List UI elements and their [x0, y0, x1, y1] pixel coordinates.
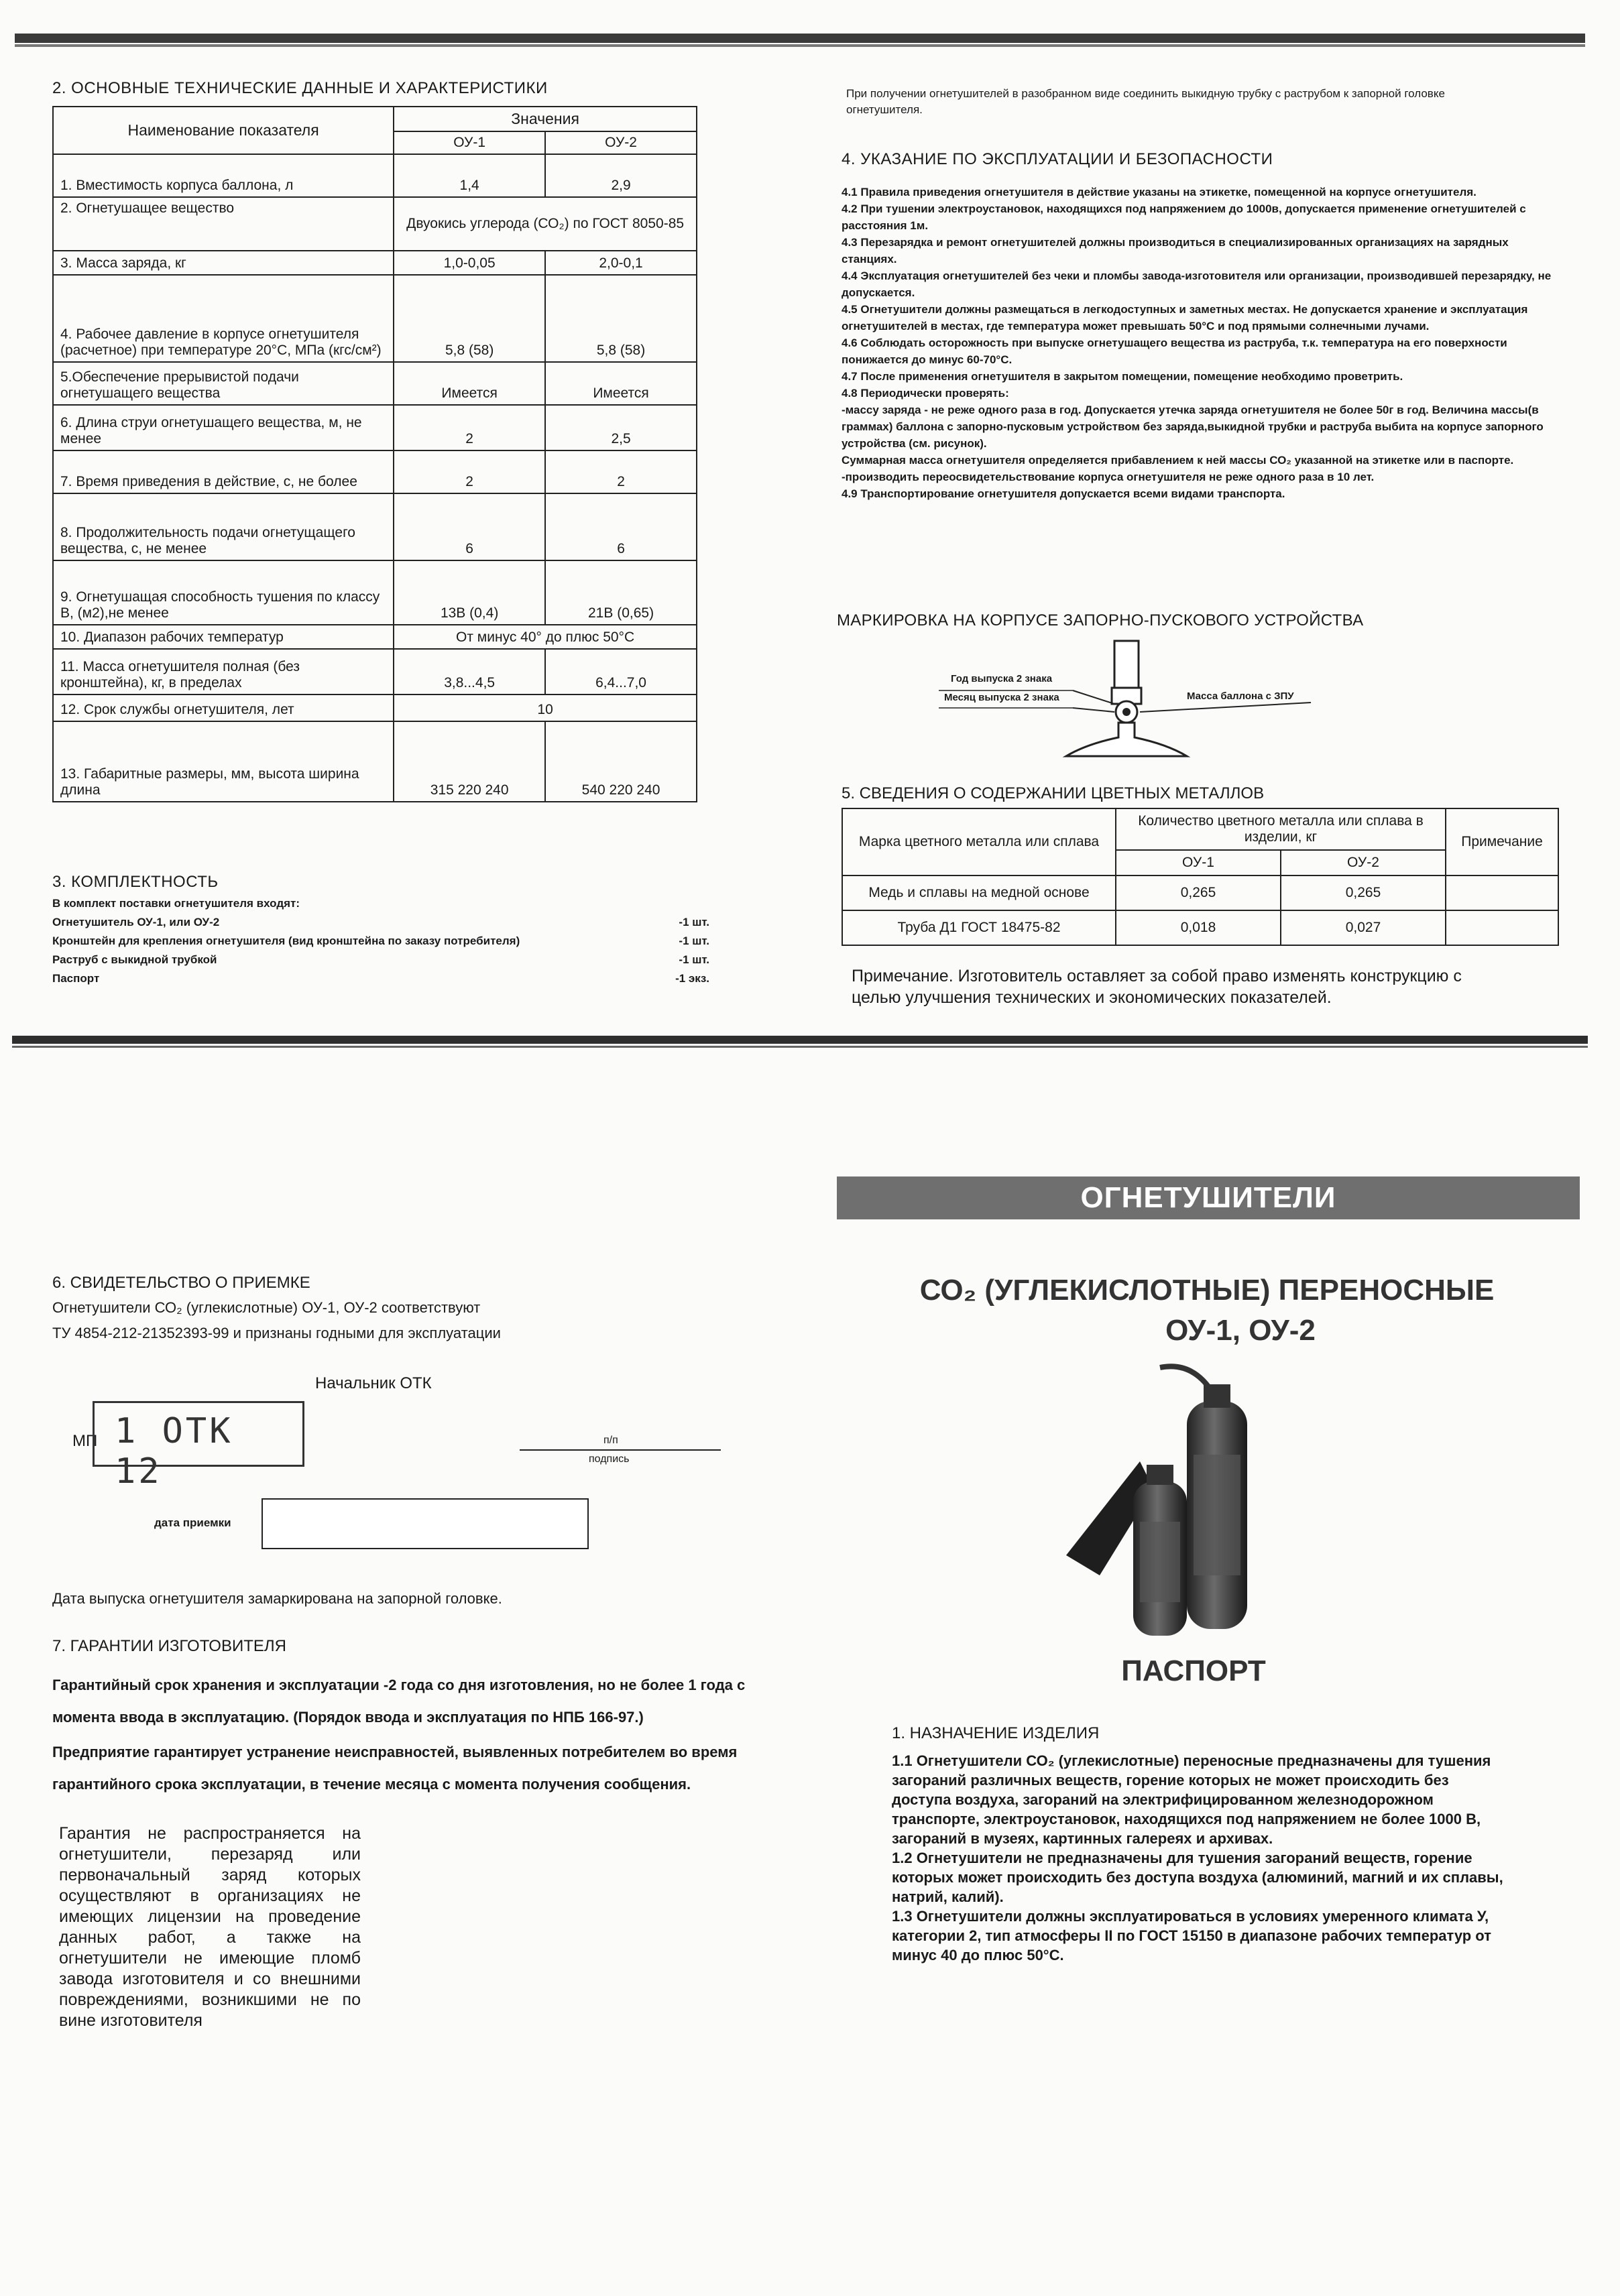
spec-row-name: 3. Масса заряда, кг — [53, 251, 394, 275]
spec-row-ou1: 5,8 (58) — [394, 275, 545, 362]
table-row — [53, 721, 697, 802]
spec-col-name: Наименование показателя — [53, 107, 394, 154]
kit-item-qty: -1 экз. — [675, 972, 709, 985]
metal-row-ou1: 0,018 — [1116, 910, 1281, 945]
section4-line: 4.4 Эксплуатация огнетушителей без чеки и пломбы завода-изготовителя или организации, производившей перезарядку, не допускается. — [842, 269, 1552, 299]
table-row — [53, 275, 697, 362]
table-row — [842, 910, 1558, 945]
middle-rule-thin — [12, 1046, 1588, 1048]
spec-row-name: 10. Диапазон рабочих температур — [53, 625, 394, 649]
assembly-note: При получении огнетушителей в разобранном виде соединить выкидную трубку с раструбом к запорной головке огнетушителя. — [846, 87, 1445, 116]
table-row — [53, 362, 697, 405]
table-row — [53, 694, 697, 721]
kit-item-name: Огнетушитель ОУ-1, или ОУ-2 — [52, 916, 220, 928]
section5-note: Примечание. Изготовитель оставляет за собой право изменять конструкцию с целью улучшения технических и экономических показателей. — [852, 967, 1462, 1007]
section5-title: 5. СВЕДЕНИЯ О СОДЕРЖАНИИ ЦВЕТНЫХ МЕТАЛЛОВ — [842, 784, 1265, 802]
section4-line: 4.3 Перезарядка и ремонт огнетушителей должны производиться в специализированных организациях на зарядных станциях. — [842, 236, 1509, 265]
spec-col-ou2: ОУ-2 — [545, 131, 697, 154]
mp-label: МП — [72, 1432, 98, 1450]
section4-line: Суммарная масса огнетушителя определяется прибавлением к ней массы СО₂ указанной на этикетке или в паспорте. — [842, 454, 1514, 467]
spec-row-both: Двуокись углерода (СО₂) по ГОСТ 8050-85 — [394, 197, 697, 251]
spec-row-name: 4. Рабочее давление в корпусе огнетушителя (расчетное) при температуре 20°С, МПа (кгс/см²) — [53, 275, 394, 362]
spec-row-ou2: 2,0-0,1 — [545, 251, 697, 275]
marking-label-month: Месяц выпуска 2 знака — [944, 692, 1059, 703]
section6-line2: ТУ 4854-212-21352393-99 и признаны годными для эксплуатации — [52, 1325, 501, 1341]
table-row — [53, 251, 697, 275]
list-item — [52, 972, 709, 985]
metal-col-qty: Количество цветного металла или сплава в изделии, кг — [1116, 808, 1446, 850]
metal-col-brand: Марка цветного металла или сплава — [842, 808, 1116, 875]
section4-line: 4.1 Правила приведения огнетушителя в действие указаны на этикетке, помещенной на корпусе огнетушителя. — [842, 186, 1477, 198]
list-item — [52, 953, 709, 967]
marking-label-mass: Масса баллона с ЗПУ — [1187, 690, 1294, 702]
cover-title1: СО₂ (УГЛЕКИСЛОТНЫЕ) ПЕРЕНОСНЫЕ — [919, 1274, 1495, 1307]
spec-row-ou1: 3,8...4,5 — [394, 649, 545, 694]
section1-p1: 1.1 Огнетушители СО₂ (углекислотные) переносные предназначены для тушения загораний различных веществ, горение которых не может происходить без доступа воздуха, загораний на электрифицированном железнодорожном транспорте, электроустановок, находящихся под напряжением не более 1000 В, загораний в музеях, картинных галереях и архивах. — [892, 1752, 1491, 1847]
section6-title: 6. СВИДЕТЕЛЬСТВО О ПРИЕМКЕ — [52, 1274, 310, 1292]
spec-row-name: 6. Длина струи огнетушащего вещества, м, не менее — [53, 405, 394, 450]
section4-line: 4.9 Транспортирование огнетушителя допускается всеми видами транспорта. — [842, 487, 1285, 500]
metal-col-ou2: ОУ-2 — [1281, 850, 1446, 875]
signature-label: подпись — [589, 1453, 630, 1465]
cover-bar-text: ОГНЕТУШИТЕЛИ — [1080, 1181, 1336, 1214]
section4-line: 4.2 При тушении электроустановок, находящихся под напряжением до 1000в, допускается применение огнетушителей с расстояния 1м. — [842, 202, 1526, 232]
spec-row-ou2: 2,5 — [545, 405, 697, 450]
date-field[interactable] — [262, 1498, 589, 1549]
kit-item-qty: -1 шт. — [679, 953, 709, 966]
spec-row-ou2: 2 — [545, 450, 697, 493]
spec-col-ou1: ОУ-1 — [394, 131, 545, 154]
cover-bar — [837, 1176, 1580, 1219]
metal-table — [842, 808, 1559, 946]
otk-stamp — [93, 1401, 304, 1492]
date-label: дата приемки — [154, 1516, 231, 1529]
spec-row-name: 12. Срок службы огнетушителя, лет — [53, 694, 394, 721]
spec-row-ou2: 21В (0,65) — [545, 560, 697, 625]
table-row — [53, 649, 697, 694]
table-row — [53, 197, 697, 251]
signature-line — [520, 1449, 721, 1451]
marking-title: МАРКИРОВКА НА КОРПУСЕ ЗАПОРНО-ПУСКОВОГО УСТРОЙСТВА — [837, 611, 1364, 629]
section4-title: 4. УКАЗАНИЕ ПО ЭКСПЛУАТАЦИИ И БЕЗОПАСНОСТИ — [842, 150, 1273, 168]
spec-row-ou2: 6 — [545, 493, 697, 560]
kit-item-name: Кронштейн для крепления огнетушителя (вид кронштейна по заказу потребителя) — [52, 934, 520, 947]
metal-col-ou1: ОУ-1 — [1116, 850, 1281, 875]
cover-title2: ОУ-1, ОУ-2 — [1165, 1314, 1316, 1347]
section7-title: 7. ГАРАНТИИ ИЗГОТОВИТЕЛЯ — [52, 1637, 286, 1655]
list-item — [52, 934, 709, 948]
metal-col-note: Примечание — [1446, 808, 1558, 875]
section1-title: 1. НАЗНАЧЕНИЕ ИЗДЕЛИЯ — [892, 1724, 1100, 1742]
date-note: Дата выпуска огнетушителя замаркирована на запорной головке. — [52, 1590, 502, 1607]
spec-row-ou2: 6,4...7,0 — [545, 649, 697, 694]
spec-row-both: 10 — [394, 694, 697, 721]
section1-body — [892, 1751, 1509, 1965]
extinguisher-image — [1059, 1354, 1301, 1649]
table-row — [53, 450, 697, 493]
table-row — [53, 493, 697, 560]
section4-line: -массу заряда - не реже одного раза в год. Допускается утечка заряда огнетушителя не более 50г в год. Величина массы(в граммах) баллона с запорно-пусковым устройством без заряда,выкидной трубки и раструба выбита на корпусе запорного устройства (см. рисунок). — [842, 404, 1544, 450]
section1-p3: 1.3 Огнетушители должны эксплуатироваться в условиях умеренного климата У, категории 2, тип атмосферы II по ГОСТ 15150 в диапазоне рабочих температур от минус 40 до плюс 50°С. — [892, 1908, 1491, 1963]
spec-row-name: 7. Время приведения в действие, с, не более — [53, 450, 394, 493]
spec-row-name: 5.Обеспечение прерывистой подачи огнетушащего вещества — [53, 362, 394, 405]
section3-title: 3. КОМПЛЕКТНОСТЬ — [52, 873, 219, 891]
section4-body — [842, 184, 1562, 502]
table-row — [53, 560, 697, 625]
table-row — [842, 875, 1558, 910]
spec-row-ou2: 540 220 240 — [545, 721, 697, 802]
kit-item-name: Паспорт — [52, 972, 100, 985]
spec-row-ou2: 5,8 (58) — [545, 275, 697, 362]
marking-label-year: Год выпуска 2 знака — [951, 673, 1053, 684]
kit-item-name: Раструб с выкидной трубкой — [52, 953, 217, 966]
metal-row-name: Труба Д1 ГОСТ 18475-82 — [842, 910, 1116, 945]
spec-row-ou1: Имеется — [394, 362, 545, 405]
table-row — [53, 625, 697, 649]
spec-row-ou1: 13В (0,4) — [394, 560, 545, 625]
table-row — [53, 154, 697, 197]
valve-diagram — [939, 637, 1341, 784]
otk-label: Начальник ОТК — [315, 1374, 432, 1392]
spec-row-ou1: 2 — [394, 450, 545, 493]
section7-p1: Гарантийный срок хранения и эксплуатации -2 года со дня изготовления, но не более 1 года с момента ввода в эксплуатацию. (Порядок ввода и эксплуатация по НПБ 166-97.) — [52, 1677, 746, 1726]
spec-table — [52, 106, 697, 802]
pp-label: п/п — [603, 1435, 618, 1446]
spec-col-values: Значения — [394, 107, 697, 131]
list-item — [52, 916, 709, 929]
section1-p2: 1.2 Огнетушители не предназначены для тушения загораний веществ, горение которых может происходить без доступа воздуха (алюминий, магний и их сплавы, натрий, калий). — [892, 1850, 1503, 1905]
section4-line: 4.7 После применения огнетушителя в закрытом помещении, помещение необходимо проветрить. — [842, 370, 1403, 383]
spec-row-name: 13. Габаритные размеры, мм, высота ширина длина — [53, 721, 394, 802]
section4-line: 4.5 Огнетушители должны размещаться в легкодоступных и заметных местах. Не допускается хранение и эксплуатация огнетушителей в местах, где температура может превышать 50°С и под прямыми солнечными лучами. — [842, 303, 1528, 333]
middle-rule — [12, 1036, 1588, 1044]
kit-item-qty: -1 шт. — [679, 916, 709, 928]
spec-row-name: 8. Продолжительность подачи огнетущащего вещества, с, не менее — [53, 493, 394, 560]
top-rule — [15, 34, 1585, 43]
section6-line1: Огнетушители СО₂ (углекислотные) ОУ-1, ОУ-2 соответствуют — [52, 1299, 481, 1316]
spec-row-ou1: 1,0-0,05 — [394, 251, 545, 275]
section7-p3: Гарантия не распространяется на огнетушители, перезаряд или первоначальный заряд которых осуществляют в организациях не имеющих лицензии на проведение данных работ, а также на огнетушители не имеющие пломб завода изготовителя и со внешними повреждениями, возникшими не по вине изготовителя — [59, 1824, 361, 2030]
spec-row-ou2: 2,9 — [545, 154, 697, 197]
metal-row-ou2: 0,265 — [1281, 875, 1446, 910]
spec-row-ou1: 315 220 240 — [394, 721, 545, 802]
spec-row-ou1: 1,4 — [394, 154, 545, 197]
metal-row-ou2: 0,027 — [1281, 910, 1446, 945]
section2-title: 2. ОСНОВНЫЕ ТЕХНИЧЕСКИЕ ДАННЫЕ И ХАРАКТЕРИСТИКИ — [52, 79, 548, 97]
kit-item-qty: -1 шт. — [679, 934, 709, 947]
spec-row-name: 2. Огнетушащее вещество — [53, 197, 394, 251]
spec-row-ou1: 6 — [394, 493, 545, 560]
metal-row-ou1: 0,265 — [1116, 875, 1281, 910]
section4-line: 4.6 Соблюдать осторожность при выпуске огнетушащего вещества из раструба, т.к. температура на его поверхности понижается до минус 60-70°С. — [842, 337, 1507, 366]
section7-p2: Предприятие гарантирует устранение неисправностей, выявленных потребителем во время гарантийного срока эксплуатации, в течение месяца с момента получения сообщения. — [52, 1744, 738, 1793]
spec-row-ou2: Имеется — [545, 362, 697, 405]
spec-row-ou1: 2 — [394, 405, 545, 450]
spec-row-name: 9. Огнетушащая способность тушения по классу В, (м2),не менее — [53, 560, 394, 625]
cover-passport: ПАСПОРТ — [1121, 1654, 1266, 1687]
metal-row-name: Медь и сплавы на медной основе — [842, 875, 1116, 910]
table-row — [53, 405, 697, 450]
section4-line: 4.8 Периодически проверять: — [842, 387, 1009, 400]
stamp-text: 1 ОТК 12 — [115, 1411, 233, 1492]
section4-line: -производить переосвидетельствование корпуса огнетушителя не реже одного раза в 10 лет. — [842, 471, 1375, 483]
top-rule-thin — [15, 44, 1585, 47]
spec-row-both: От минус 40° до плюс 50°С — [394, 625, 697, 649]
spec-row-name: 1. Вместимость корпуса баллона, л — [53, 154, 394, 197]
spec-row-name: 11. Масса огнетушителя полная (без кронштейна), кг, в пределах — [53, 649, 394, 694]
section3-intro: В комплект поставки огнетушителя входят: — [52, 897, 300, 910]
